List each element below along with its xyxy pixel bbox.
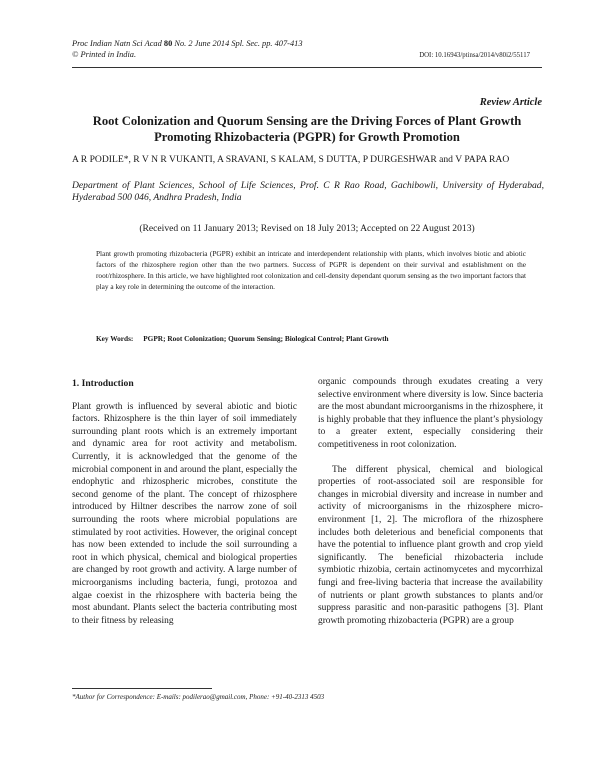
body-paragraph: Plant growth is influenced by several abiotic and biotic factors. Rhizosphere is the thin layer of soil immediately surrounding plant roots which is an extremely important and dynamic area for root activity and metabolism. Currently, it is acknowledged that the genome of the microbial component in and around the plant, especially the endophytic and rhizospheric microbes, constitute the second genome of the plant. The concept of rhizosphere introduced by Hiltner describes the narrow zone of soil surrounding the roots where microbial populations are stimulated by root activities. However, the original concept has now been extended to include the soil surrounding a root in which physical, chemical and biological properties are changed by root growth and activity. A large number of microorganisms including bacteria, fungi, protozoa and algae coexist in the rhizosphere with bacteria being the most abundant. Plants select the bacteria contributing most to their fitness by releasing bbox=[72, 401, 297, 626]
keywords-label: Key Words: bbox=[96, 334, 134, 343]
received-dates: (Received on 11 January 2013; Revised on 18 July 2013; Accepted on 22 August 2013) bbox=[139, 223, 475, 234]
left-column bbox=[72, 378, 297, 627]
author-list: A R PODILE*, R V N R VUKANTI, A SRAVANI, S KALAM, S DUTTA, P DURGESHWAR and V PAPA RAO bbox=[72, 154, 510, 165]
doi: DOI: 10.16943/ptinsa/2014/v80i2/55117 bbox=[419, 52, 530, 59]
body-paragraph: organic compounds through exudates creating a very selective environment where diversity is low. Since bacteria are the most abundant microorganisms in the rhizosphere, it is highly probable that they influence the plant’s physiology to a greater extent, especially considering their competitiveness in root colonization. bbox=[318, 377, 543, 450]
journal-volume: 80 bbox=[163, 39, 173, 48]
journal-citation bbox=[72, 38, 303, 60]
journal-issue-pages: No. 2 June 2014 Spl. Sec. pp. 407-413 bbox=[174, 39, 303, 48]
keywords-text: PGPR; Root Colonization; Quorum Sensing; Biological Control; Plant Growth bbox=[143, 334, 389, 343]
article-type: Review Article bbox=[479, 97, 542, 108]
footnote-rule bbox=[72, 688, 212, 689]
journal-abbr: Proc Indian Natn Sci Acad bbox=[72, 39, 162, 48]
right-column bbox=[318, 376, 543, 627]
abstract: Plant growth promoting rhizobacteria (PGPR) exhibit an intricate and interdependent relationship with plants, which involves biotic and abiotic factors of the rhizosphere region other than the two partners. Success of PGPR is dependent on their survival and establishment on the root/rhizosphere. In this article, we have highlighted root colonization and cell-density dependant quorum sensing as the two important factors that play a key role in determining the outcome of the interaction. bbox=[96, 249, 526, 291]
article-title: Root Colonization and Quorum Sensing are the Driving Forces of Plant Growth Promoting Rhizobacteria (PGPR) for Growth Promotion bbox=[92, 114, 522, 144]
printed-note: © Printed in India. bbox=[72, 50, 137, 59]
body-paragraph: The different physical, chemical and biological properties of root-associated soil are responsible for changes in microbial diversity and increase in number and activity of microorganisms in the rhizosphere micro-environment [1, 2]. The microflora of the rhizosphere includes both deleterious and beneficial components that have the potential to influence plant growth and crop yield significantly. The beneficial rhizobacteria include symbiotic rhizobia, certain actinomycetes and mycorrhizal fungi and free-living bacteria that increase the availability of nutrients or plant growth substances to plants and/or suppress parasitic and non-parasitic pathogens [3]. Plant growth promoting rhizobacteria (PGPR) are a group bbox=[318, 464, 543, 626]
header-rule bbox=[72, 67, 542, 68]
section-heading: 1. Introduction bbox=[72, 378, 134, 389]
correspondence-footnote: *Author for Correspondence: E-mails: podilerao@gmail.com, Phone: +91-40-2313 4503 bbox=[72, 693, 325, 701]
affiliation: Department of Plant Sciences, School of Life Sciences, Prof. C R Rao Road, Gachibowli, University of Hyderabad, Hyderabad 500 046, Andhra Pradesh, India bbox=[72, 180, 544, 203]
keywords bbox=[96, 334, 389, 343]
